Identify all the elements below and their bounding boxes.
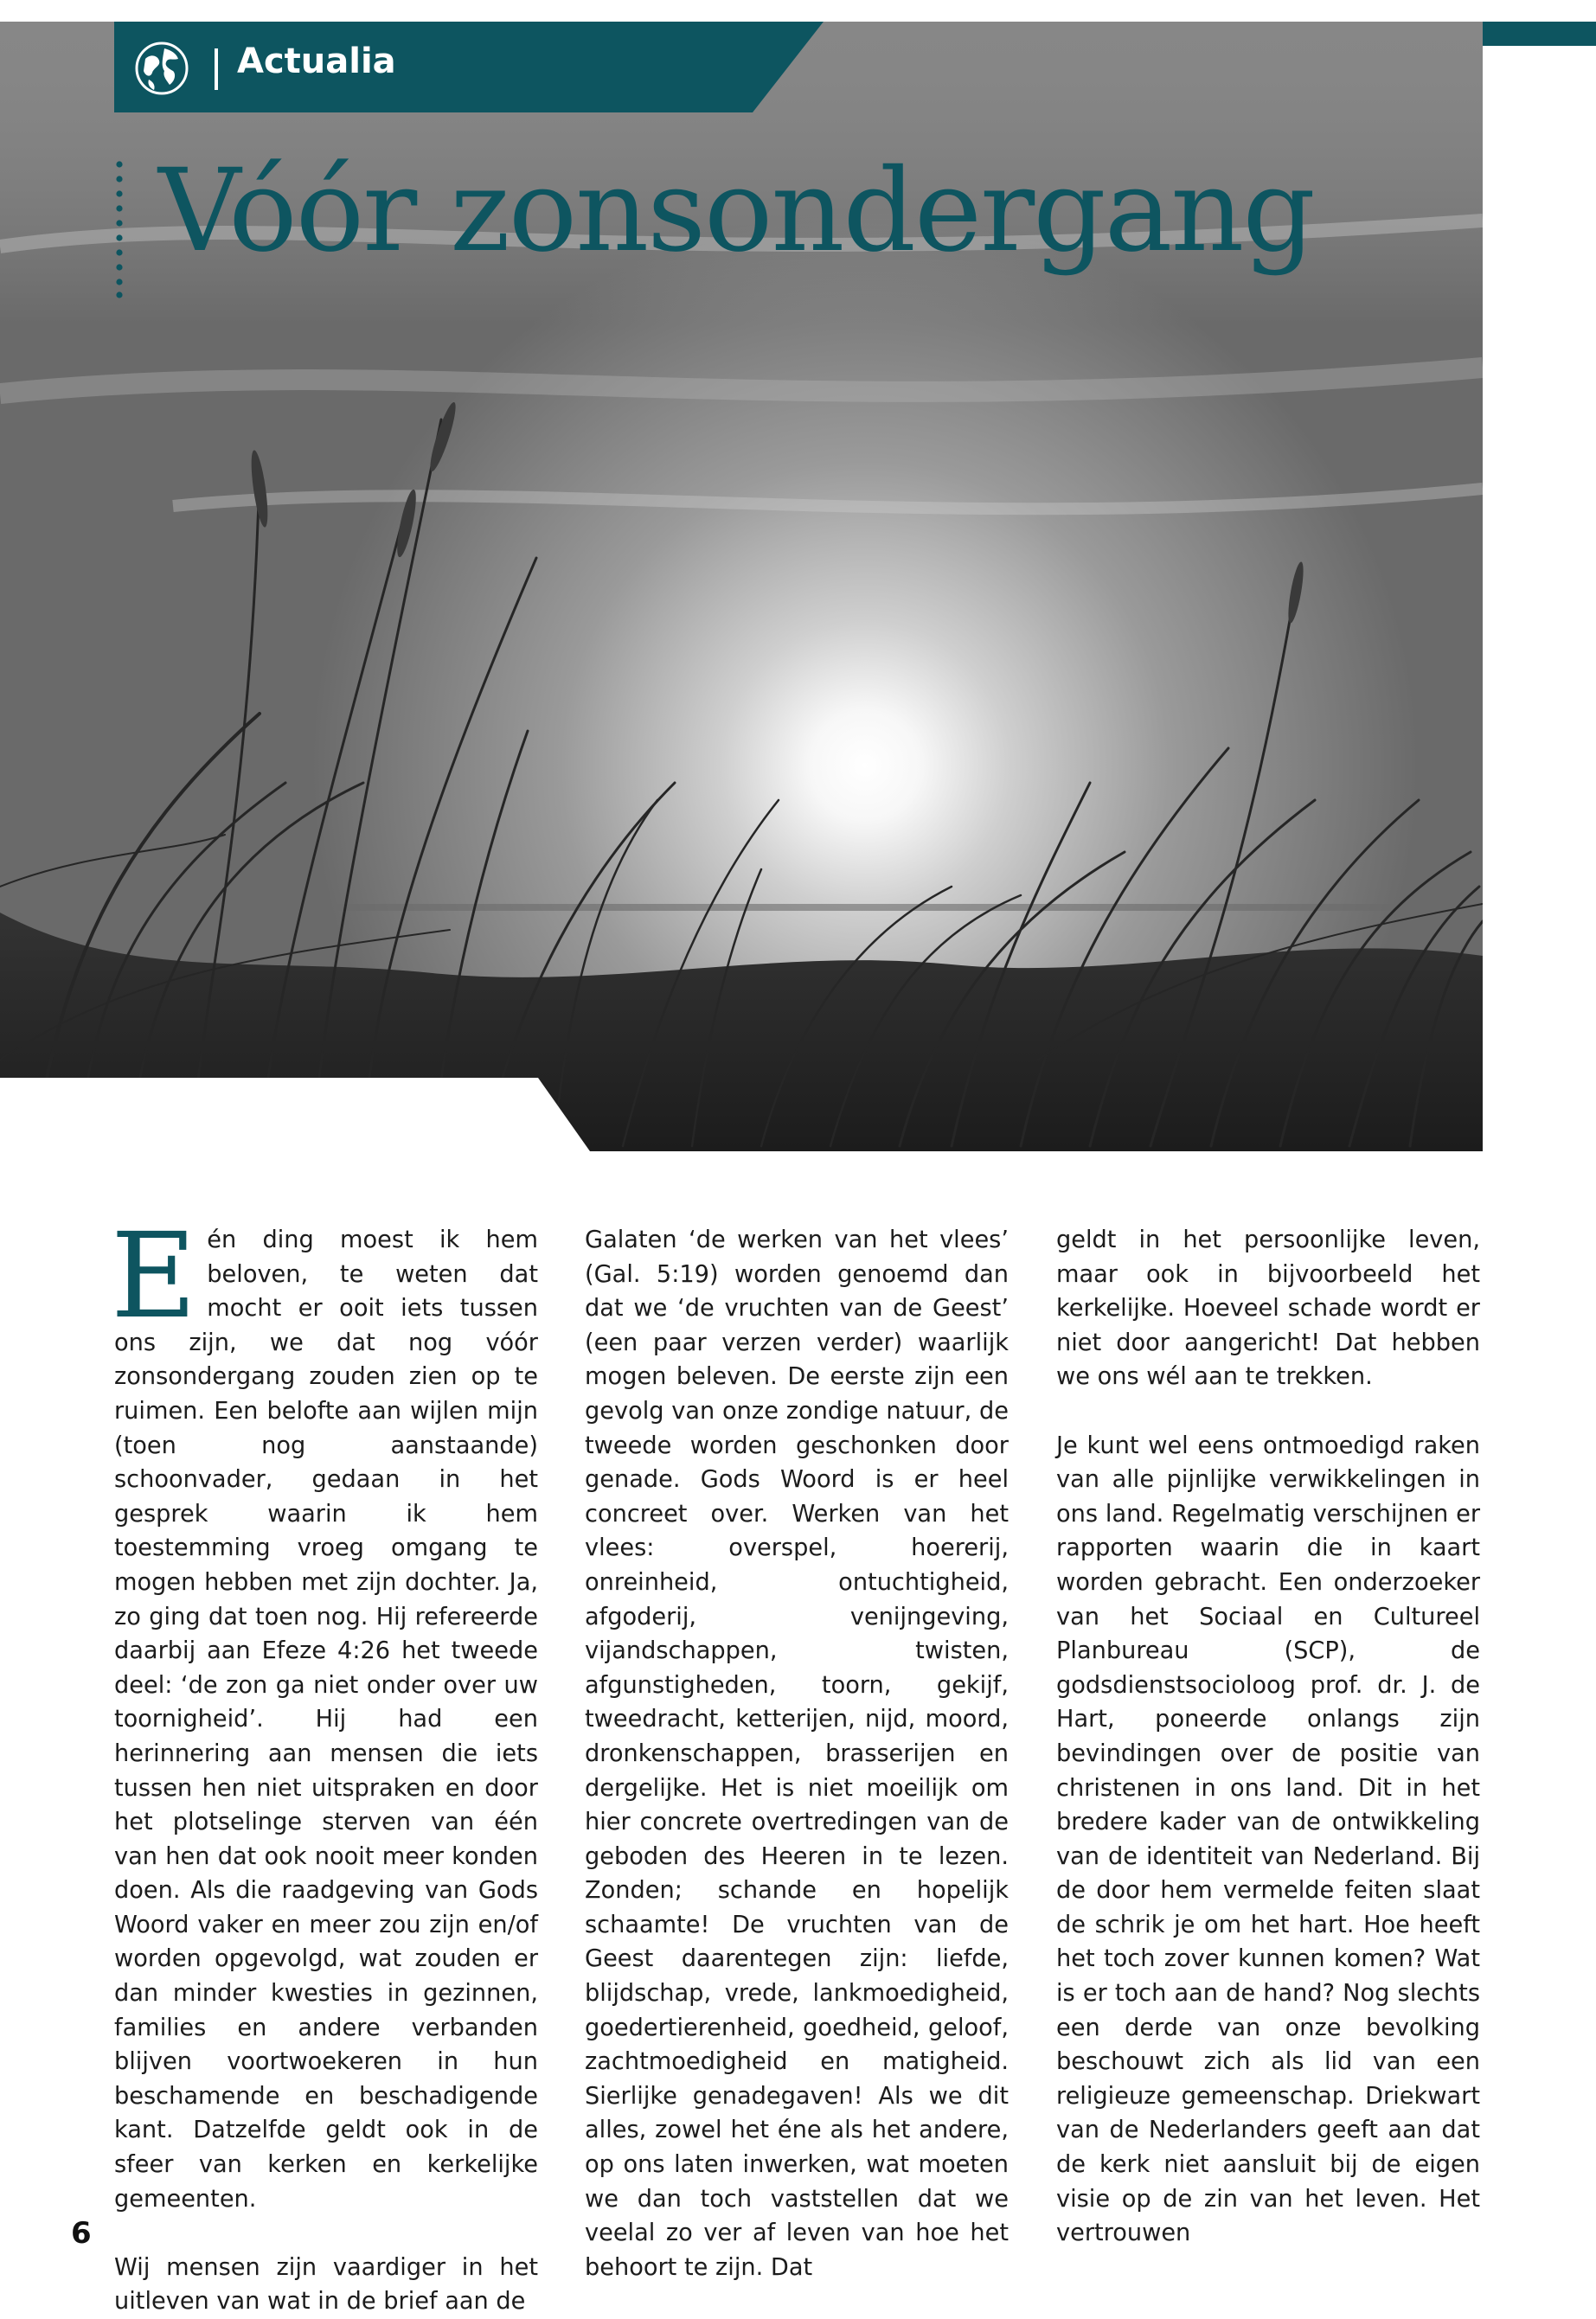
paragraph: Wij mensen zijn vaardiger in het uitleven van wat in de brief aan de (114, 2253, 538, 2316)
article-column-3 (1056, 1223, 1480, 2251)
title-dot-ornament (115, 160, 124, 298)
paragraph-text: én ding moest ik hem beloven, te weten dat mocht er ooit iets tussen ons zijn, we dat nog vóór zonsondergang zouden zien op te ruimen. Een belofte aan wijlen mijn (toen nog aanstaande) schoonvader, gedaan in het gesprek waarin ik hem toestemming vroeg omgang te mogen hebben met zijn dochter. Ja, zo ging dat toen nog. Hij refereerde daarbij aan Efeze 4:26 het tweede deel: ‘de zon ga niet onder over uw toornigheid’. Hij had een herinnering aan mensen die iets tussen hen niet uitspraken en door het plotselinge sterven van één van hen dat ook nooit meer konden doen. Als die raadgeving van Gods Woord vaker en meer zou zijn en/of worden opgevolgd, wat zouden er dan minder kwesties in gezinnen, families en andere verbanden blijven voortwoekeren in hun beschamende en beschadigende kant. Datzelfde geldt ook in de sfeer van kerken en kerkelijke gemeenten. (114, 1227, 538, 2213)
article-title: Vóór zonsondergang (158, 144, 1314, 278)
section-label: Actualia (237, 42, 396, 81)
paragraph (111, 1208, 538, 2216)
paragraph: Galaten ‘de werken van het vlees’ (Gal. 5:19) worden genoemd dan dat we ‘de vruchten van de Geest’ (een paar verzen verder) waarlijk mogen beleven. De eerste zijn een gevolg van onze zondige natuur, de tweede worden geschonken door genade. Gods Woord is er heel concreet over. Werken van het vlees: overspel, hoererij, onreinheid, ontuchtigheid, afgoderij, venijngeving, vijandschappen, twisten, afgunstigheden, toorn, gekijf, tweedracht, ketterijen, nijd, moord, dronkenschappen, brasserijen en dergelijke. Het is niet moeilijk om hier concrete overtredingen van de geboden des Heeren in te lezen. Zonden; schande en hopelijk schaamte! De vruchten van de Geest daarentegen zijn: liefde, blijdschap, vrede, lankmoedigheid, goedertierenheid, goedheid, geloof, zachtmoedigheid en matigheid. Sierlijke genadegaven! Als we dit alles, zowel het éne als het andere, op ons laten inwerken, wat moeten we dan toch vaststellen dat we veelal zo ver af leven van hoe het behoort te zijn. Dat (585, 1227, 1009, 2281)
header-separator (215, 48, 218, 90)
section-header-tab (114, 22, 824, 112)
article-column-1 (111, 1208, 538, 2319)
globe-icon (133, 40, 190, 97)
page-number: 6 (71, 2216, 92, 2251)
paragraph: geldt in het persoonlijke leven, maar ook in bijvoorbeeld het kerkelijke. Hoeveel schade wordt er niet door aangericht! Dat hebben we ons wél aan te trekken. (1056, 1227, 1480, 1391)
paragraph: Je kunt wel eens ontmoedigd raken van alle pijnlijke verwikkelingen in ons land. Regelmatig verschijnen er rapporten waarin die in kaart worden gebracht. Een onderzoeker van het Sociaal en Cultureel Planbureau (SCP), de godsdienstsocioloog prof. dr. J. de Hart, poneerde onlangs zijn bevindingen over de positie van christenen in ons land. Dit in het bredere kader van de ontwikkeling van de identiteit van Nederland. Bij de door hem vermelde feiten slaat de schrik je om het hart. Hoe heeft het toch zover kunnen komen? Wat is er toch aan de hand? Nog slechts een derde van onze bevolking beschouwt zich als lid van een religieuze gemeenschap. Driekwart van de Nederlanders geeft aan dat de kerk niet aansluit bij de eigen visie op de zin van het leven. Het vertrouwen (1056, 1432, 1480, 2247)
article-column-2 (585, 1223, 1009, 2284)
drop-cap: E (111, 1208, 197, 1345)
